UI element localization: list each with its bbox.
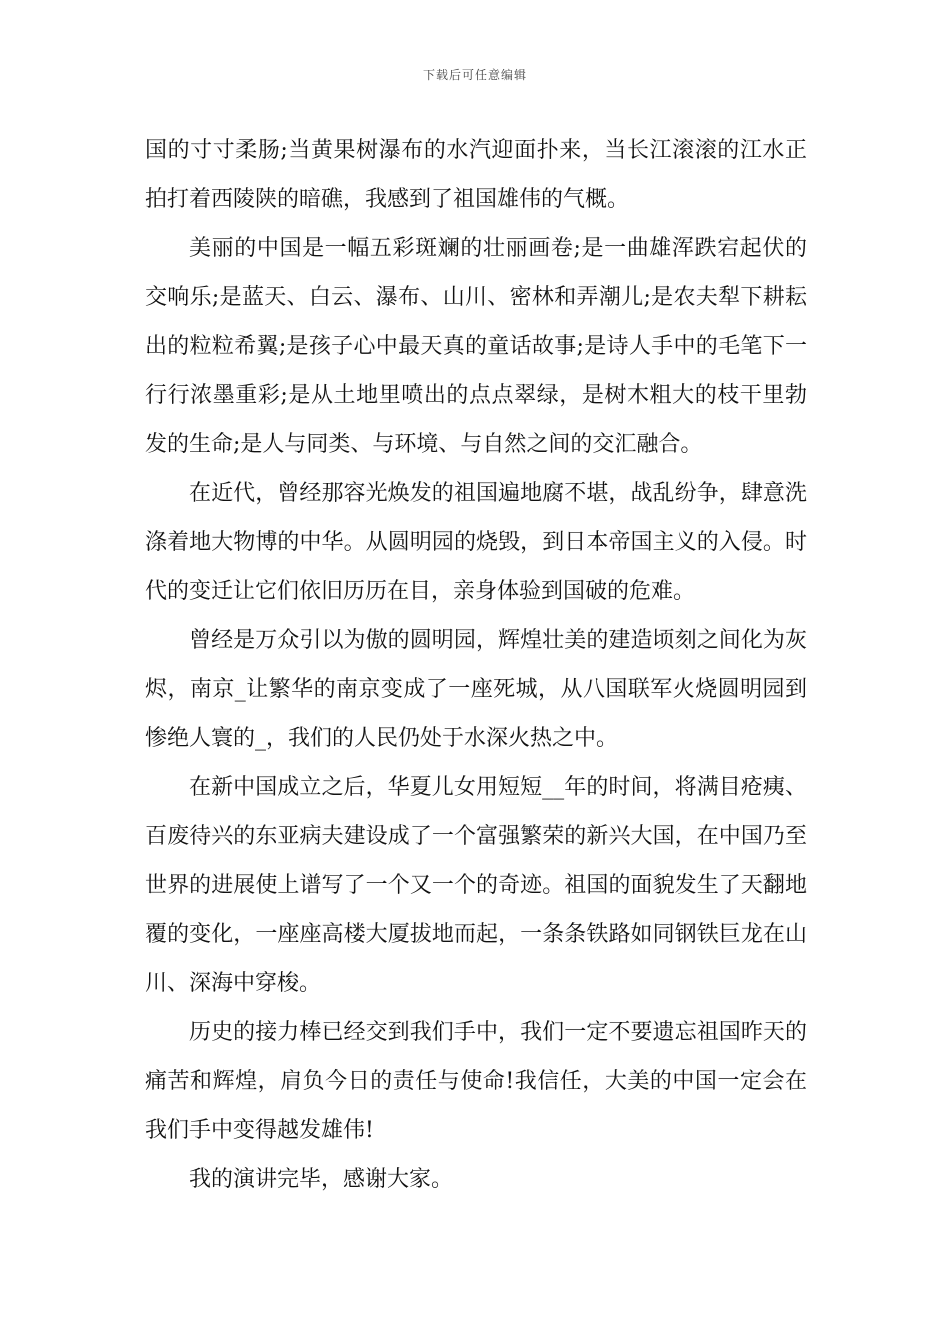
paragraph-3: 在近代，曾经那容光焕发的祖国遍地腐不堪，战乱纷争，肆意洗涤着地大物博的中华。从圆明园的烧毁，到日本帝国主义的入侵。时代的变迁让它们依旧历历在目，亲身体验到国破的危难。 <box>145 481 807 604</box>
paragraph-5: 在新中国成立之后，华夏儿女用短短__年的时间，将满目疮痍、百废待兴的东亚病夫建设成了一个富强繁荣的新兴大国，在中国乃至世界的进展使上谱写了一个又一个的奇迹。祖国的面貌发生了天翻地覆的变化，一座座高楼大厦拔地而起，一条条铁路如同钢铁巨龙在山川、深海中穿梭。 <box>145 775 807 996</box>
paragraph-1: 国的寸寸柔肠;当黄果树瀑布的水汽迎面扑来，当长江滚滚的江水正拍打着西陵陕的暗礁，我感到了祖国雄伟的气概。 <box>145 138 807 212</box>
paragraph-2: 美丽的中国是一幅五彩斑斓的壮丽画卷;是一曲雄浑跌宕起伏的交响乐;是蓝天、白云、瀑布、山川、密林和弄潮儿;是农夫犁下耕耘出的粒粒希翼;是孩子心中最天真的童话故事;是诗人手中的毛笔下一行行浓墨重彩;是从土地里喷出的点点翠绿，是树木粗大的枝干里勃发的生命;是人与同类、与环境、与自然之间的交汇融合。 <box>145 236 807 457</box>
paragraph-6: 历史的接力棒已经交到我们手中，我们一定不要遗忘祖国昨天的痛苦和辉煌，肩负今日的责任与使命!我信任，大美的中国一定会在我们手中变得越发雄伟! <box>145 1020 807 1143</box>
page-header: 下载后可任意编辑 <box>422 68 527 82</box>
document-body <box>145 126 807 1204</box>
paragraph-4: 曾经是万众引以为傲的圆明园，辉煌壮美的建造顷刻之间化为灰烬，南京_让繁华的南京变成了一座死城，从八国联军火烧圆明园到惨绝人寰的_，我们的人民仍处于水深火热之中。 <box>145 628 807 751</box>
paragraph-7: 我的演讲完毕，感谢大家。 <box>189 1167 454 1192</box>
